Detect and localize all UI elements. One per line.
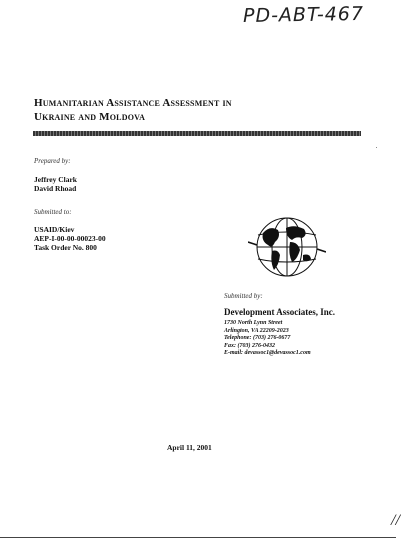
document-title <box>34 96 334 124</box>
recipient-block <box>34 225 106 252</box>
address-telephone: Telephone: (703) 276-0677 <box>224 335 291 341</box>
document-date: April 11, 2001 <box>167 443 212 452</box>
address-city: Arlington, VA 22209-2023 <box>224 327 289 334</box>
corner-mark: // <box>391 512 400 529</box>
submitted-to-label: Submitted to: <box>34 208 72 216</box>
recipient-line: USAID/Kiev <box>34 225 75 234</box>
company-address <box>224 320 311 358</box>
title-line-2: Ukraine and Moldova <box>34 111 146 123</box>
scan-speck <box>376 147 377 148</box>
title-line-1: Humanitarian Assistance Assessment in <box>34 97 232 109</box>
address-email: E-mail: devassoc1@devassoc1.com <box>224 350 311 356</box>
submitted-by-label: Submitted by: <box>224 292 263 300</box>
author-name: Jeffrey Clark <box>34 175 77 184</box>
handwritten-document-code: PD-ABT-467 <box>242 2 365 28</box>
bottom-scan-line <box>0 537 396 538</box>
prepared-by-label: Prepared by: <box>34 157 71 165</box>
company-name: Development Associates, Inc. <box>224 307 335 317</box>
task-order: Task Order No. 800 <box>34 243 97 252</box>
contract-number: AEP-I-00-00-00023-00 <box>34 234 106 243</box>
address-street: 1730 North Lynn Street <box>224 320 283 326</box>
address-fax: Fax: (703) 276-0432 <box>224 342 275 349</box>
title-divider <box>33 131 361 136</box>
globe-icon <box>248 215 326 279</box>
author-name: David Rhoad <box>34 184 77 193</box>
author-list <box>34 175 77 193</box>
